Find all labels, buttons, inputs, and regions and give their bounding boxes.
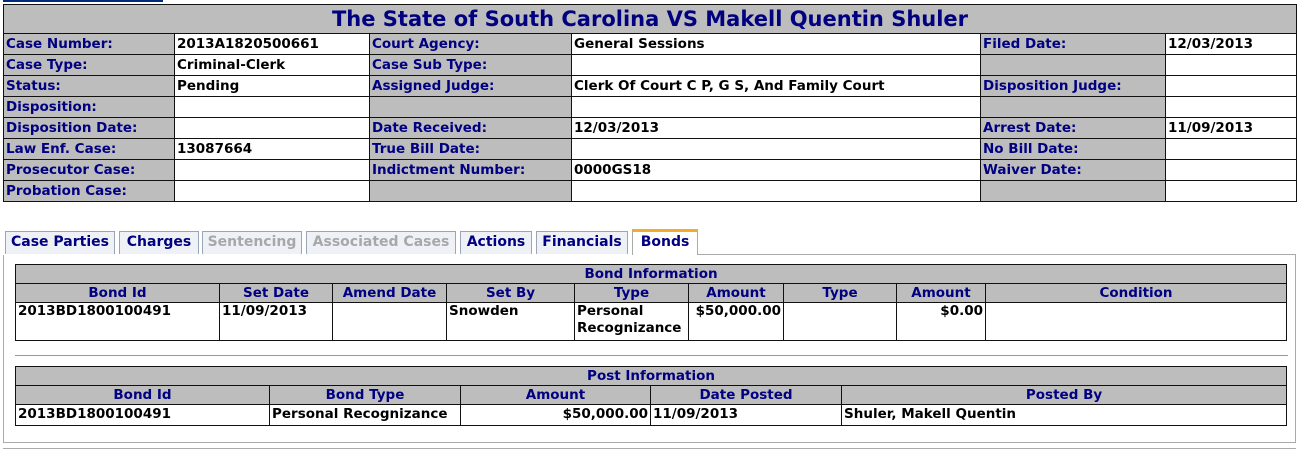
case-field-row [4, 118, 1297, 139]
field-value [175, 118, 370, 139]
field-value: 2013A1820500661 [175, 34, 370, 55]
col-posted-by: Posted By [842, 386, 1287, 405]
table-row [16, 405, 1287, 426]
col-date-posted: Date Posted [651, 386, 842, 405]
posted-by-cell: Shuler, Makell Quentin [842, 405, 1287, 426]
field-label: Disposition Date: [4, 118, 175, 139]
bond-id-cell: 2013BD1800100491 [16, 303, 220, 341]
col-amount: Amount [689, 284, 784, 303]
type-2-cell [784, 303, 897, 341]
field-value: 11/09/2013 [1166, 118, 1297, 139]
case-field-row [4, 139, 1297, 160]
field-label: Disposition Judge: [981, 76, 1166, 97]
col-type-2: Type [784, 284, 897, 303]
col-post-bond-id: Bond Id [16, 386, 270, 405]
col-bond-id: Bond Id [16, 284, 220, 303]
post-bond-id-cell: 2013BD1800100491 [16, 405, 270, 426]
field-value: Criminal-Clerk [175, 55, 370, 76]
tab-bonds[interactable]: Bonds [632, 229, 698, 256]
field-label: Law Enf. Case: [4, 139, 175, 160]
case-field-row [4, 76, 1297, 97]
field-value [572, 139, 981, 160]
field-value: 13087664 [175, 139, 370, 160]
set-date-cell: 11/09/2013 [220, 303, 333, 341]
tab-sentencing: Sentencing [202, 231, 302, 254]
field-value [1166, 76, 1297, 97]
case-tabs [3, 229, 1296, 255]
field-value: 12/03/2013 [1166, 34, 1297, 55]
col-post-amount: Amount [461, 386, 651, 405]
table-row [16, 303, 1287, 341]
field-label: Arrest Date: [981, 118, 1166, 139]
post-information-table [15, 366, 1287, 426]
tab-financials[interactable]: Financials [536, 231, 628, 254]
field-label [370, 97, 572, 118]
condition-cell [986, 303, 1287, 341]
bond-type-cell: Personal Recognizance [270, 405, 461, 426]
bottom-divider [3, 448, 1296, 449]
field-label [981, 55, 1166, 76]
field-label: Case Sub Type: [370, 55, 572, 76]
post-amount-cell: $50,000.00 [461, 405, 651, 426]
field-label: Indictment Number: [370, 160, 572, 181]
post-information-title: Post Information [16, 367, 1287, 386]
bonds-panel [3, 255, 1296, 443]
field-label: No Bill Date: [981, 139, 1166, 160]
field-value [572, 97, 981, 118]
col-bond-type: Bond Type [270, 386, 461, 405]
field-label: Assigned Judge: [370, 76, 572, 97]
set-by-cell: Snowden [447, 303, 575, 341]
field-value [175, 181, 370, 202]
field-value [1166, 97, 1297, 118]
top-accent-line [3, 0, 163, 2]
tab-associated-cases: Associated Cases [306, 231, 456, 254]
field-label [370, 181, 572, 202]
case-field-row [4, 97, 1297, 118]
col-amount-2: Amount [897, 284, 986, 303]
field-label: Waiver Date: [981, 160, 1166, 181]
bond-information-table [15, 264, 1287, 341]
field-label: Probation Case: [4, 181, 175, 202]
case-field-row [4, 181, 1297, 202]
field-label: Prosecutor Case: [4, 160, 175, 181]
field-value [572, 181, 981, 202]
field-label: Case Number: [4, 34, 175, 55]
tab-case-parties[interactable]: Case Parties [5, 231, 115, 254]
col-type: Type [575, 284, 689, 303]
field-label [981, 97, 1166, 118]
amount-2-cell: $0.00 [897, 303, 986, 341]
field-value: Clerk Of Court C P, G S, And Family Court [572, 76, 981, 97]
tab-charges[interactable]: Charges [119, 231, 199, 254]
col-set-by: Set By [447, 284, 575, 303]
field-value [1166, 139, 1297, 160]
amend-date-cell [333, 303, 447, 341]
field-value: General Sessions [572, 34, 981, 55]
col-amend-date: Amend Date [333, 284, 447, 303]
field-value [175, 97, 370, 118]
field-label: True Bill Date: [370, 139, 572, 160]
bond-information-title: Bond Information [16, 265, 1287, 284]
type-cell: Personal Recognizance [575, 303, 689, 341]
field-label: Status: [4, 76, 175, 97]
field-label: Court Agency: [370, 34, 572, 55]
col-set-date: Set Date [220, 284, 333, 303]
field-value [1166, 55, 1297, 76]
case-summary-table [3, 4, 1297, 202]
field-label: Case Type: [4, 55, 175, 76]
date-posted-cell: 11/09/2013 [651, 405, 842, 426]
field-value: Pending [175, 76, 370, 97]
field-label [981, 181, 1166, 202]
field-value [572, 55, 981, 76]
field-label: Date Received: [370, 118, 572, 139]
field-value [1166, 160, 1297, 181]
field-value: 12/03/2013 [572, 118, 981, 139]
field-value [1166, 181, 1297, 202]
field-value [175, 160, 370, 181]
tab-actions[interactable]: Actions [460, 231, 532, 254]
col-condition: Condition [986, 284, 1287, 303]
case-title: The State of South Carolina VS Makell Quentin Shuler [4, 5, 1297, 34]
field-label: Disposition: [4, 97, 175, 118]
case-field-row [4, 55, 1297, 76]
field-value: 0000GS18 [572, 160, 981, 181]
amount-cell: $50,000.00 [689, 303, 784, 341]
field-label: Filed Date: [981, 34, 1166, 55]
case-field-row [4, 34, 1297, 55]
case-field-row [4, 160, 1297, 181]
section-divider [15, 355, 1288, 356]
